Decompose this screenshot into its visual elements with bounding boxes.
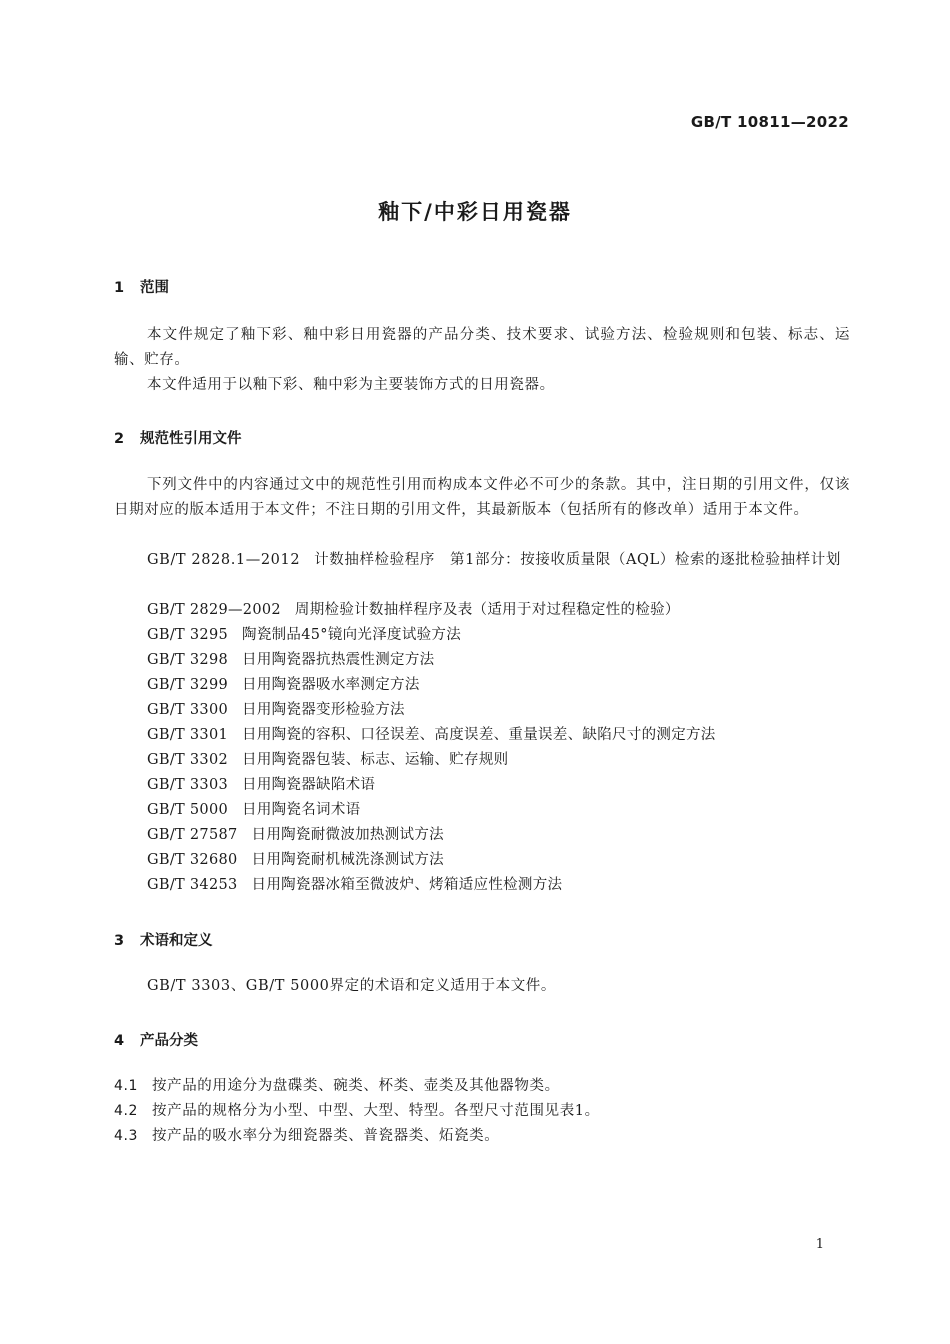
reference-name: 日用陶瓷名词术语 [242,802,361,818]
reference-name: 陶瓷制品45°镜向光泽度试验方法 [242,627,462,643]
section-number: 4 [114,1033,125,1049]
reference-item [147,648,434,673]
reference-item [114,548,850,573]
section-title: 规范性引用文件 [140,431,242,447]
section-heading-classification [114,1029,198,1050]
reference-name: 日用陶瓷器包装、标志、运输、贮存规则 [242,752,509,768]
scope-paragraph: 本文件适用于以釉下彩、釉中彩为主要装饰方式的日用瓷器。 [147,377,555,393]
reference-item [147,848,444,873]
classification-item [114,1124,499,1149]
reference-code: GB/T 32680 [147,852,238,868]
clause-number: 4.3 [114,1128,139,1144]
reference-code: GB/T 2829—2002 [147,602,281,618]
reference-item [147,773,375,798]
reference-code: GB/T 3303 [147,777,229,793]
reference-name: 日用陶瓷的容积、口径误差、高度误差、重量误差、缺陷尺寸的测定方法 [242,727,716,743]
reference-item [147,823,444,848]
reference-code: GB/T 3298 [147,652,229,668]
reference-item [147,798,360,823]
references-intro: 下列文件中的内容通过文中的规范性引用而构成本文件必不可少的条款。其中，注日期的引用文件，仅该日期对应的版本适用于本文件；不注日期的引用文件，其最新版本（包括所有的修改单）适用于本文件。 [114,477,850,518]
section-title: 范围 [140,280,169,296]
reference-code: GB/T 3302 [147,752,229,768]
reference-item [147,623,461,648]
reference-name: 周期检验计数抽样程序及表（适用于对过程稳定性的检验） [294,602,680,618]
reference-code: GB/T 3295 [147,627,229,643]
document-title: 釉下/中彩日用瓷器 [378,200,572,224]
clause-number: 4.1 [114,1078,139,1094]
document-code: GB/T 10811—2022 [690,113,849,131]
clause-number: 4.2 [114,1103,139,1119]
reference-code: GB/T 3300 [147,702,229,718]
reference-code: GB/T 5000 [147,802,229,818]
reference-name: 日用陶瓷器变形检验方法 [242,702,405,718]
page-number: 1 [815,1237,824,1252]
clause-text: 按产品的用途分为盘碟类、碗类、杯类、壶类及其他器物类。 [152,1078,560,1094]
reference-name: 日用陶瓷耐微波加热测试方法 [251,827,444,843]
reference-code: GB/T 2828.1—2012 [147,552,301,568]
reference-name: 日用陶瓷器抗热震性测定方法 [242,652,435,668]
scope-paragraph: 本文件规定了釉下彩、釉中彩日用瓷器的产品分类、技术要求、试验方法、检验规则和包装、标志、运输、贮存。 [114,327,850,368]
terms-paragraph: GB/T 3303、GB/T 5000界定的术语和定义适用于本文件。 [147,978,557,994]
reference-item [147,723,716,748]
reference-name: 日用陶瓷器冰箱至微波炉、烤箱适应性检测方法 [251,877,563,893]
clause-text: 按产品的规格分为小型、中型、大型、特型。各型尺寸范围见表1。 [152,1103,600,1119]
reference-item [147,598,680,623]
section-heading-terms [114,929,213,950]
reference-item [147,748,508,773]
reference-item [147,698,405,723]
reference-name: 日用陶瓷器吸水率测定方法 [242,677,420,693]
classification-item [114,1074,560,1099]
reference-name: 日用陶瓷耐机械洗涤测试方法 [251,852,444,868]
reference-item [147,873,562,898]
reference-item [147,673,420,698]
reference-code: GB/T 3299 [147,677,229,693]
section-number: 2 [114,431,125,447]
section-heading-references [114,427,242,448]
section-heading-scope [114,276,169,297]
reference-code: GB/T 27587 [147,827,238,843]
clause-text: 按产品的吸水率分为细瓷器类、普瓷器类、炻瓷类。 [152,1128,500,1144]
classification-item [114,1099,600,1124]
reference-code: GB/T 34253 [147,877,238,893]
section-number: 3 [114,933,125,949]
section-title: 术语和定义 [140,933,213,949]
section-number: 1 [114,280,125,296]
section-title: 产品分类 [140,1033,198,1049]
reference-name: 计数抽样检验程序 第1部分：按接收质量限（AQL）检索的逐批检验抽样计划 [314,552,841,568]
reference-name: 日用陶瓷器缺陷术语 [242,777,376,793]
reference-code: GB/T 3301 [147,727,229,743]
